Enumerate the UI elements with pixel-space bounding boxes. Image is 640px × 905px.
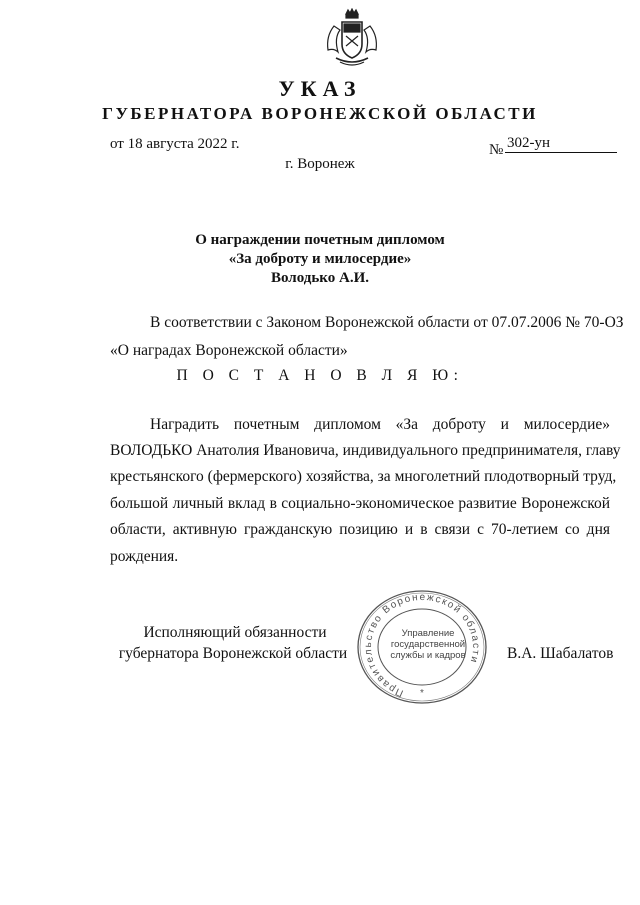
- heading-line-2: «За доброту и милосердие»: [228, 251, 412, 267]
- document-date: от 18 августа 2022 г.: [110, 136, 240, 152]
- document-number-label: №: [489, 142, 504, 158]
- signatory-position-line-1: Исполняющий обязанности: [143, 624, 327, 641]
- decree-word: П О С Т А Н О В Л Я Ю:: [176, 367, 464, 384]
- preamble-line-1: В соответствии с Законом Воронежской области от 07.07.2006 № 70-ОЗ: [150, 314, 624, 331]
- stamp-center-line-1: Управление: [401, 628, 455, 639]
- svg-text:*: *: [420, 688, 424, 699]
- body-line-6: рождения.: [110, 548, 179, 565]
- stamp-center-line-2: государственной: [390, 639, 466, 650]
- signatory-name: В.А. Шабалатов: [507, 645, 614, 662]
- body-line-4: большой личный вклад в социально-экономическое развитие Воронежской: [110, 495, 610, 512]
- body-line-1: Наградить почетным дипломом «За доброту и милосердие»: [150, 416, 610, 433]
- document-subtitle: ГУБЕРНАТОРА ВОРОНЕЖСКОЙ ОБЛАСТИ: [102, 104, 538, 123]
- body-line-3: крестьянского (фермерского) хозяйства, за многолетний плодотворный труд,: [110, 468, 617, 485]
- document-title: УКАЗ: [278, 76, 362, 101]
- signatory-position-line-2: губернатора Воронежской области: [118, 645, 348, 662]
- document-city: г. Воронеж: [285, 156, 355, 172]
- body-line-2: ВОЛОДЬКО Анатолия Ивановича, индивидуального предпринимателя, главу: [110, 442, 621, 459]
- stamp-center-text: [384, 628, 472, 661]
- coat-of-arms-emblem: [322, 8, 382, 70]
- preamble-line-2: «О наградах Воронежской области»: [110, 342, 348, 359]
- body-line-5: области, активную гражданскую позицию и в связи с 70-летием со дня: [110, 521, 610, 538]
- document-number: 302-ун: [505, 135, 617, 153]
- stamp-ring-text: Правительство Воронежской области: [362, 591, 482, 699]
- stamp-center-line-3: службы и кадров: [390, 650, 466, 661]
- heading-line-3: Володько А.И.: [270, 270, 369, 286]
- heading-line-1: О награждении почетным дипломом: [195, 232, 445, 248]
